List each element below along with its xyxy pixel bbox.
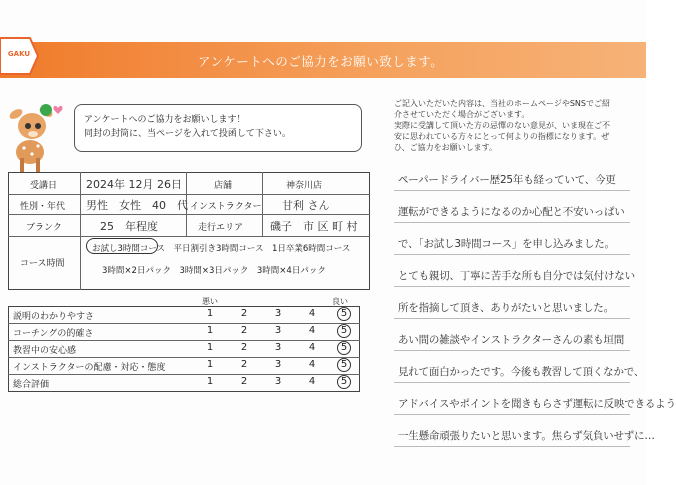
- comment-ruled-line: [394, 286, 630, 287]
- area-label: 走行エリア: [198, 223, 244, 233]
- course-options-row2: 3時間×2日パック 3時間×3日パック 3時間×4日パック: [102, 266, 326, 276]
- rating-option[interactable]: 5: [340, 376, 348, 387]
- rating-option[interactable]: 2: [240, 325, 248, 336]
- rating-option[interactable]: 1: [206, 308, 214, 319]
- comment-handwritten-line: ペーパードライバー歴25年も経っていて、今更: [398, 174, 616, 186]
- comment-handwritten-line: アドバイスやポイントを聞きもらさず運転に反映できるよう: [398, 398, 676, 410]
- rating-option[interactable]: 3: [274, 376, 282, 387]
- table-row-divider: [8, 374, 360, 375]
- gender-label: 性別・年代: [20, 202, 66, 212]
- table-row-divider: [8, 357, 360, 358]
- store-value: 神奈川店: [286, 181, 323, 191]
- blank-label: ブランク: [26, 223, 62, 233]
- comment-ruled-line: [394, 318, 630, 319]
- rating-option[interactable]: 4: [308, 359, 316, 370]
- comment-handwritten-line: 見れて面白かったです。今後も教習して頂くなかで、: [398, 366, 645, 378]
- comment-ruled-line: [394, 414, 630, 415]
- area-value: 磯子 市 区 町 村: [270, 220, 358, 233]
- rating-option[interactable]: 3: [274, 359, 282, 370]
- gender-value: 男性 女性 40 代: [86, 199, 188, 212]
- comment-ruled-line: [394, 254, 630, 255]
- table-col-divider: [80, 172, 81, 290]
- comment-note-line1: ご記入いただいた内容は、当社のホームページやSNSでご紹: [394, 99, 610, 108]
- rating-option[interactable]: 4: [308, 342, 316, 353]
- table-row-divider: [8, 340, 360, 341]
- comment-handwritten-line: 所を指摘して頂き、ありがたいと思いました。: [398, 302, 614, 314]
- instructor-label: インストラクター: [190, 202, 262, 212]
- rating-option[interactable]: 1: [206, 376, 214, 387]
- scale-good-label: 良い: [332, 297, 348, 306]
- rating-selected-circle: [337, 341, 351, 355]
- rating-option[interactable]: 1: [206, 342, 214, 353]
- rating-option[interactable]: 5: [340, 342, 348, 353]
- logo-text: GAKU: [7, 50, 31, 58]
- rating-option[interactable]: 5: [340, 359, 348, 370]
- scale-bad-label: 悪い: [202, 297, 218, 306]
- rating-selected-circle: [337, 307, 351, 321]
- rating-item-label: 説明のわかりやすさ: [13, 312, 95, 322]
- comment-ruled-line: [394, 382, 630, 383]
- table-col-divider: [262, 172, 263, 236]
- comment-note-line3: 実際に受講して頂いた方の忌憚のない意見が、いま現在ご不: [394, 121, 610, 130]
- course-label: コース時間: [20, 259, 65, 269]
- rating-option[interactable]: 3: [274, 342, 282, 353]
- comment-note-line5: ひ、ご協力をお願いします。: [394, 143, 498, 152]
- date-label: 受講日: [30, 181, 58, 191]
- comment-ruled-line: [394, 222, 630, 223]
- comment-handwritten-line: 運転ができるようになるのか心配と不安いっぱい: [398, 206, 625, 218]
- table-row-divider: [8, 194, 370, 195]
- comment-note-line2: 介させていただく場合がございます。: [394, 110, 530, 119]
- rating-selected-circle: [337, 375, 351, 389]
- comment-ruled-line: [394, 446, 630, 447]
- comment-handwritten-line: 一生懸命頑張りたいと思います。焦らず気負いせずに…: [398, 430, 655, 442]
- rating-item-label: 総合評価: [13, 380, 50, 390]
- table-row-divider: [8, 323, 360, 324]
- rating-option[interactable]: 2: [240, 308, 248, 319]
- comment-ruled-line: [394, 190, 630, 191]
- rating-option[interactable]: 2: [240, 359, 248, 370]
- rating-option[interactable]: 4: [308, 308, 316, 319]
- rating-item-label: インストラクターの配慮・対応・態度: [13, 363, 166, 373]
- rating-option[interactable]: 1: [206, 325, 214, 336]
- banner-title: アンケートへのご協力をお願い致します。: [198, 54, 444, 69]
- comment-ruled-line: [394, 350, 630, 351]
- comment-handwritten-line: とても親切、丁寧に苦手な所も自分では気付けない: [398, 270, 635, 282]
- rating-option[interactable]: 4: [308, 325, 316, 336]
- table-row-divider: [8, 214, 370, 215]
- comment-handwritten-line: で、「お試し3時間コース」を申し込みました。: [398, 238, 615, 250]
- course-options-row1: お試し3時間コース 平日割引き3時間コース 1日卒業6時間コース: [92, 244, 351, 254]
- blank-value: 25 年程度: [100, 220, 158, 233]
- deer-mascot-icon: [6, 96, 66, 174]
- rating-option[interactable]: 3: [274, 325, 282, 336]
- store-label: 店舗: [214, 181, 233, 191]
- rating-item-label: 教習中の安心感: [13, 346, 77, 356]
- bubble-text-line2: 同封の封筒に、当ページを入れて投函して下さい。: [84, 129, 291, 139]
- rating-item-label: コーチングの的確さ: [13, 329, 94, 339]
- rating-selected-circle: [337, 358, 351, 372]
- date-value: 2024年 12月 26日: [86, 178, 182, 191]
- comment-note-line4: 安に思われている方々にとって何よりの指標になります。ぜ: [394, 132, 610, 141]
- comment-handwritten-line: あい間の雑談やインストラクターさんの素も垣間: [398, 334, 625, 346]
- instructor-value: 甘利 さん: [282, 199, 330, 212]
- rating-option[interactable]: 5: [340, 308, 348, 319]
- rating-option[interactable]: 2: [240, 342, 248, 353]
- rating-option[interactable]: 5: [340, 325, 348, 336]
- rating-selected-circle: [337, 324, 351, 338]
- rating-option[interactable]: 4: [308, 376, 316, 387]
- rating-option[interactable]: 2: [240, 376, 248, 387]
- rating-option[interactable]: 3: [274, 308, 282, 319]
- table-row-divider: [8, 236, 370, 237]
- bubble-text-line1: アンケートへのご協力をお願いします！: [84, 115, 246, 125]
- rating-option[interactable]: 1: [206, 359, 214, 370]
